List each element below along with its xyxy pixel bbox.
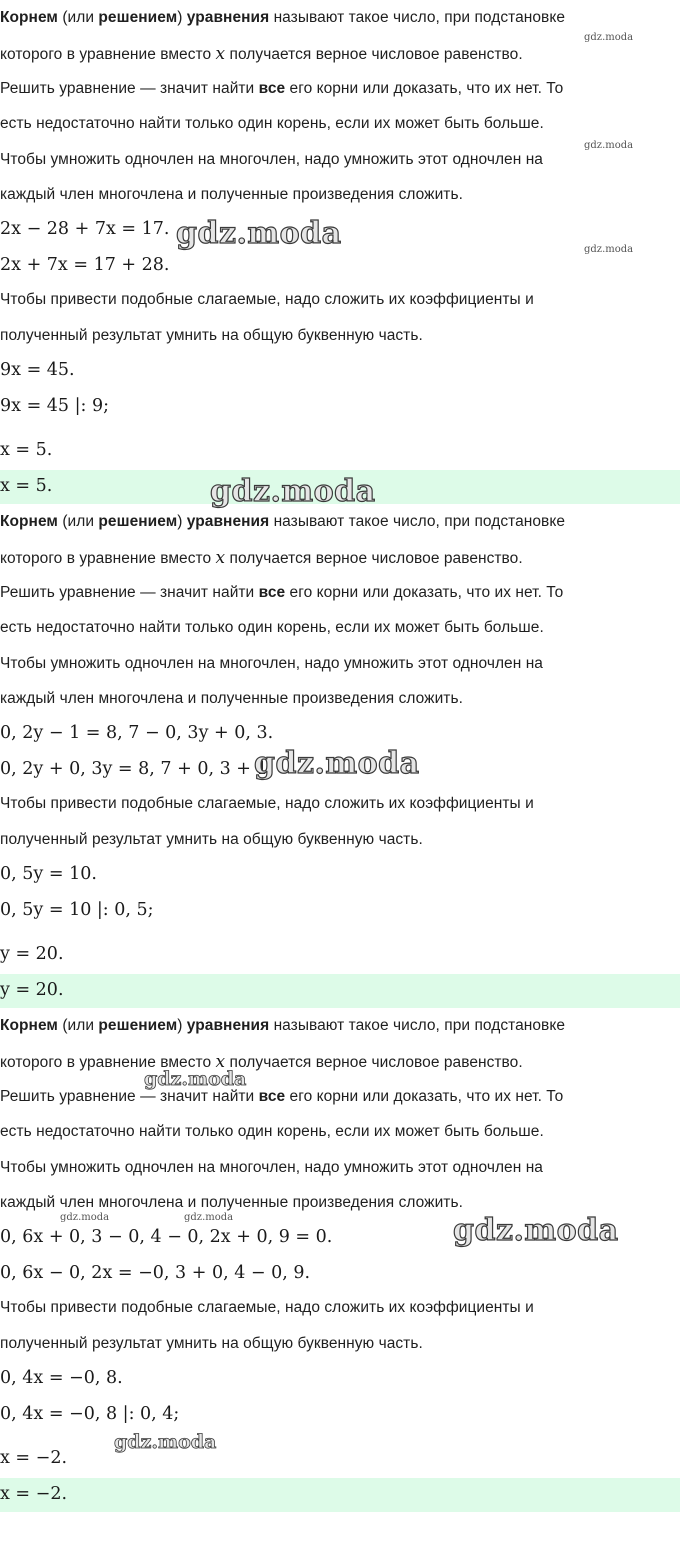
rule-like-terms: Чтобы привести подобные слагаемые, надо сложить их коэффициенты и <box>0 1299 534 1316</box>
equation-step: 2x − 28 + 7x = 17. <box>0 219 170 239</box>
watermark-small: gdz.moda <box>584 140 634 151</box>
rule-multiply-line2: каждый член многочлена и полученные произведения сложить. <box>0 1194 463 1211</box>
rule-like-terms-line2: полученный результат умнить на общую буквенную часть. <box>0 327 423 344</box>
equation-step: 9x = 45 |: 9; <box>0 396 110 416</box>
watermark-logo: gdz.moda <box>144 1068 247 1090</box>
definition-root-line2: которого в уравнение вместо x получается верное числовое равенство. <box>0 44 523 64</box>
watermark-logo: gdz.moda <box>210 474 376 509</box>
rule-multiply: Чтобы умножить одночлен на многочлен, надо умножить этот одночлен на <box>0 655 543 672</box>
equation-step: 0, 4x = −0, 8 |: 0, 4; <box>0 1404 180 1424</box>
definition-root: Корнем (или решением) уравнения называют такое число, при подстановке <box>0 513 566 530</box>
definition-root-line2: которого в уравнение вместо x получается верное числовое равенство. <box>0 1052 523 1072</box>
rule-like-terms-line2: полученный результат умнить на общую буквенную часть. <box>0 1335 423 1352</box>
equation-step: y = 20. <box>0 944 64 964</box>
rule-like-terms: Чтобы привести подобные слагаемые, надо сложить их коэффициенты и <box>0 795 534 812</box>
watermark-logo: gdz.moda <box>254 746 420 781</box>
equation-step: 0, 5y = 10. <box>0 864 97 884</box>
answer-text: x = 5. <box>0 476 53 496</box>
answer-box <box>0 1478 680 1512</box>
equation-step: 0, 6x − 0, 2x = −0, 3 + 0, 4 − 0, 9. <box>0 1263 311 1283</box>
equation-step: x = −2. <box>0 1448 68 1468</box>
equation-step: 0, 4x = −0, 8. <box>0 1368 123 1388</box>
answer-text: x = −2. <box>0 1484 68 1504</box>
equation-step: x = 5. <box>0 440 53 460</box>
definition-solve: Решить уравнение — значит найти все его корни или доказать, что их нет. То <box>0 1088 564 1105</box>
definition-root: Корнем (или решением) уравнения называют такое число, при подстановке <box>0 9 566 26</box>
equation-step: 2x + 7x = 17 + 28. <box>0 255 170 275</box>
equation-step: 0, 5y = 10 |: 0, 5; <box>0 900 154 920</box>
rule-like-terms: Чтобы привести подобные слагаемые, надо сложить их коэффициенты и <box>0 291 534 308</box>
answer-box <box>0 974 680 1008</box>
definition-solve: Решить уравнение — значит найти все его корни или доказать, что их нет. То <box>0 80 564 97</box>
rule-like-terms-line2: полученный результат умнить на общую буквенную часть. <box>0 831 423 848</box>
watermark-small: gdz.moda <box>584 32 634 43</box>
rule-multiply-line2: каждый член многочлена и полученные произведения сложить. <box>0 186 463 203</box>
equation-step: 0, 2y − 1 = 8, 7 − 0, 3y + 0, 3. <box>0 723 274 743</box>
watermark-logo: gdz.moda <box>453 1213 619 1248</box>
equation-step: 9x = 45. <box>0 360 75 380</box>
watermark-small: gdz.moda <box>60 1212 110 1223</box>
watermark-logo: gdz.moda <box>176 216 342 251</box>
definition-solve-line2: есть недостаточно найти только один корень, если их может быть больше. <box>0 619 544 636</box>
rule-multiply-line2: каждый член многочлена и полученные произведения сложить. <box>0 690 463 707</box>
definition-solve-line2: есть недостаточно найти только один корень, если их может быть больше. <box>0 115 544 132</box>
definition-root-line2: которого в уравнение вместо x получается верное числовое равенство. <box>0 548 523 568</box>
rule-multiply: Чтобы умножить одночлен на многочлен, надо умножить этот одночлен на <box>0 151 543 168</box>
watermark-small: gdz.moda <box>184 1212 234 1223</box>
watermark-logo: gdz.moda <box>114 1431 217 1453</box>
definition-solve: Решить уравнение — значит найти все его корни или доказать, что их нет. То <box>0 584 564 601</box>
answer-text: y = 20. <box>0 980 64 1000</box>
watermark-small: gdz.moda <box>584 244 634 255</box>
equation-step: 0, 6x + 0, 3 − 0, 4 − 0, 2x + 0, 9 = 0. <box>0 1227 333 1247</box>
rule-multiply: Чтобы умножить одночлен на многочлен, надо умножить этот одночлен на <box>0 1159 543 1176</box>
definition-root: Корнем (или решением) уравнения называют такое число, при подстановке <box>0 1017 566 1034</box>
equation-step: 0, 2y + 0, 3y = 8, 7 + 0, 3 + 1. <box>0 759 274 779</box>
definition-solve-line2: есть недостаточно найти только один корень, если их может быть больше. <box>0 1123 544 1140</box>
